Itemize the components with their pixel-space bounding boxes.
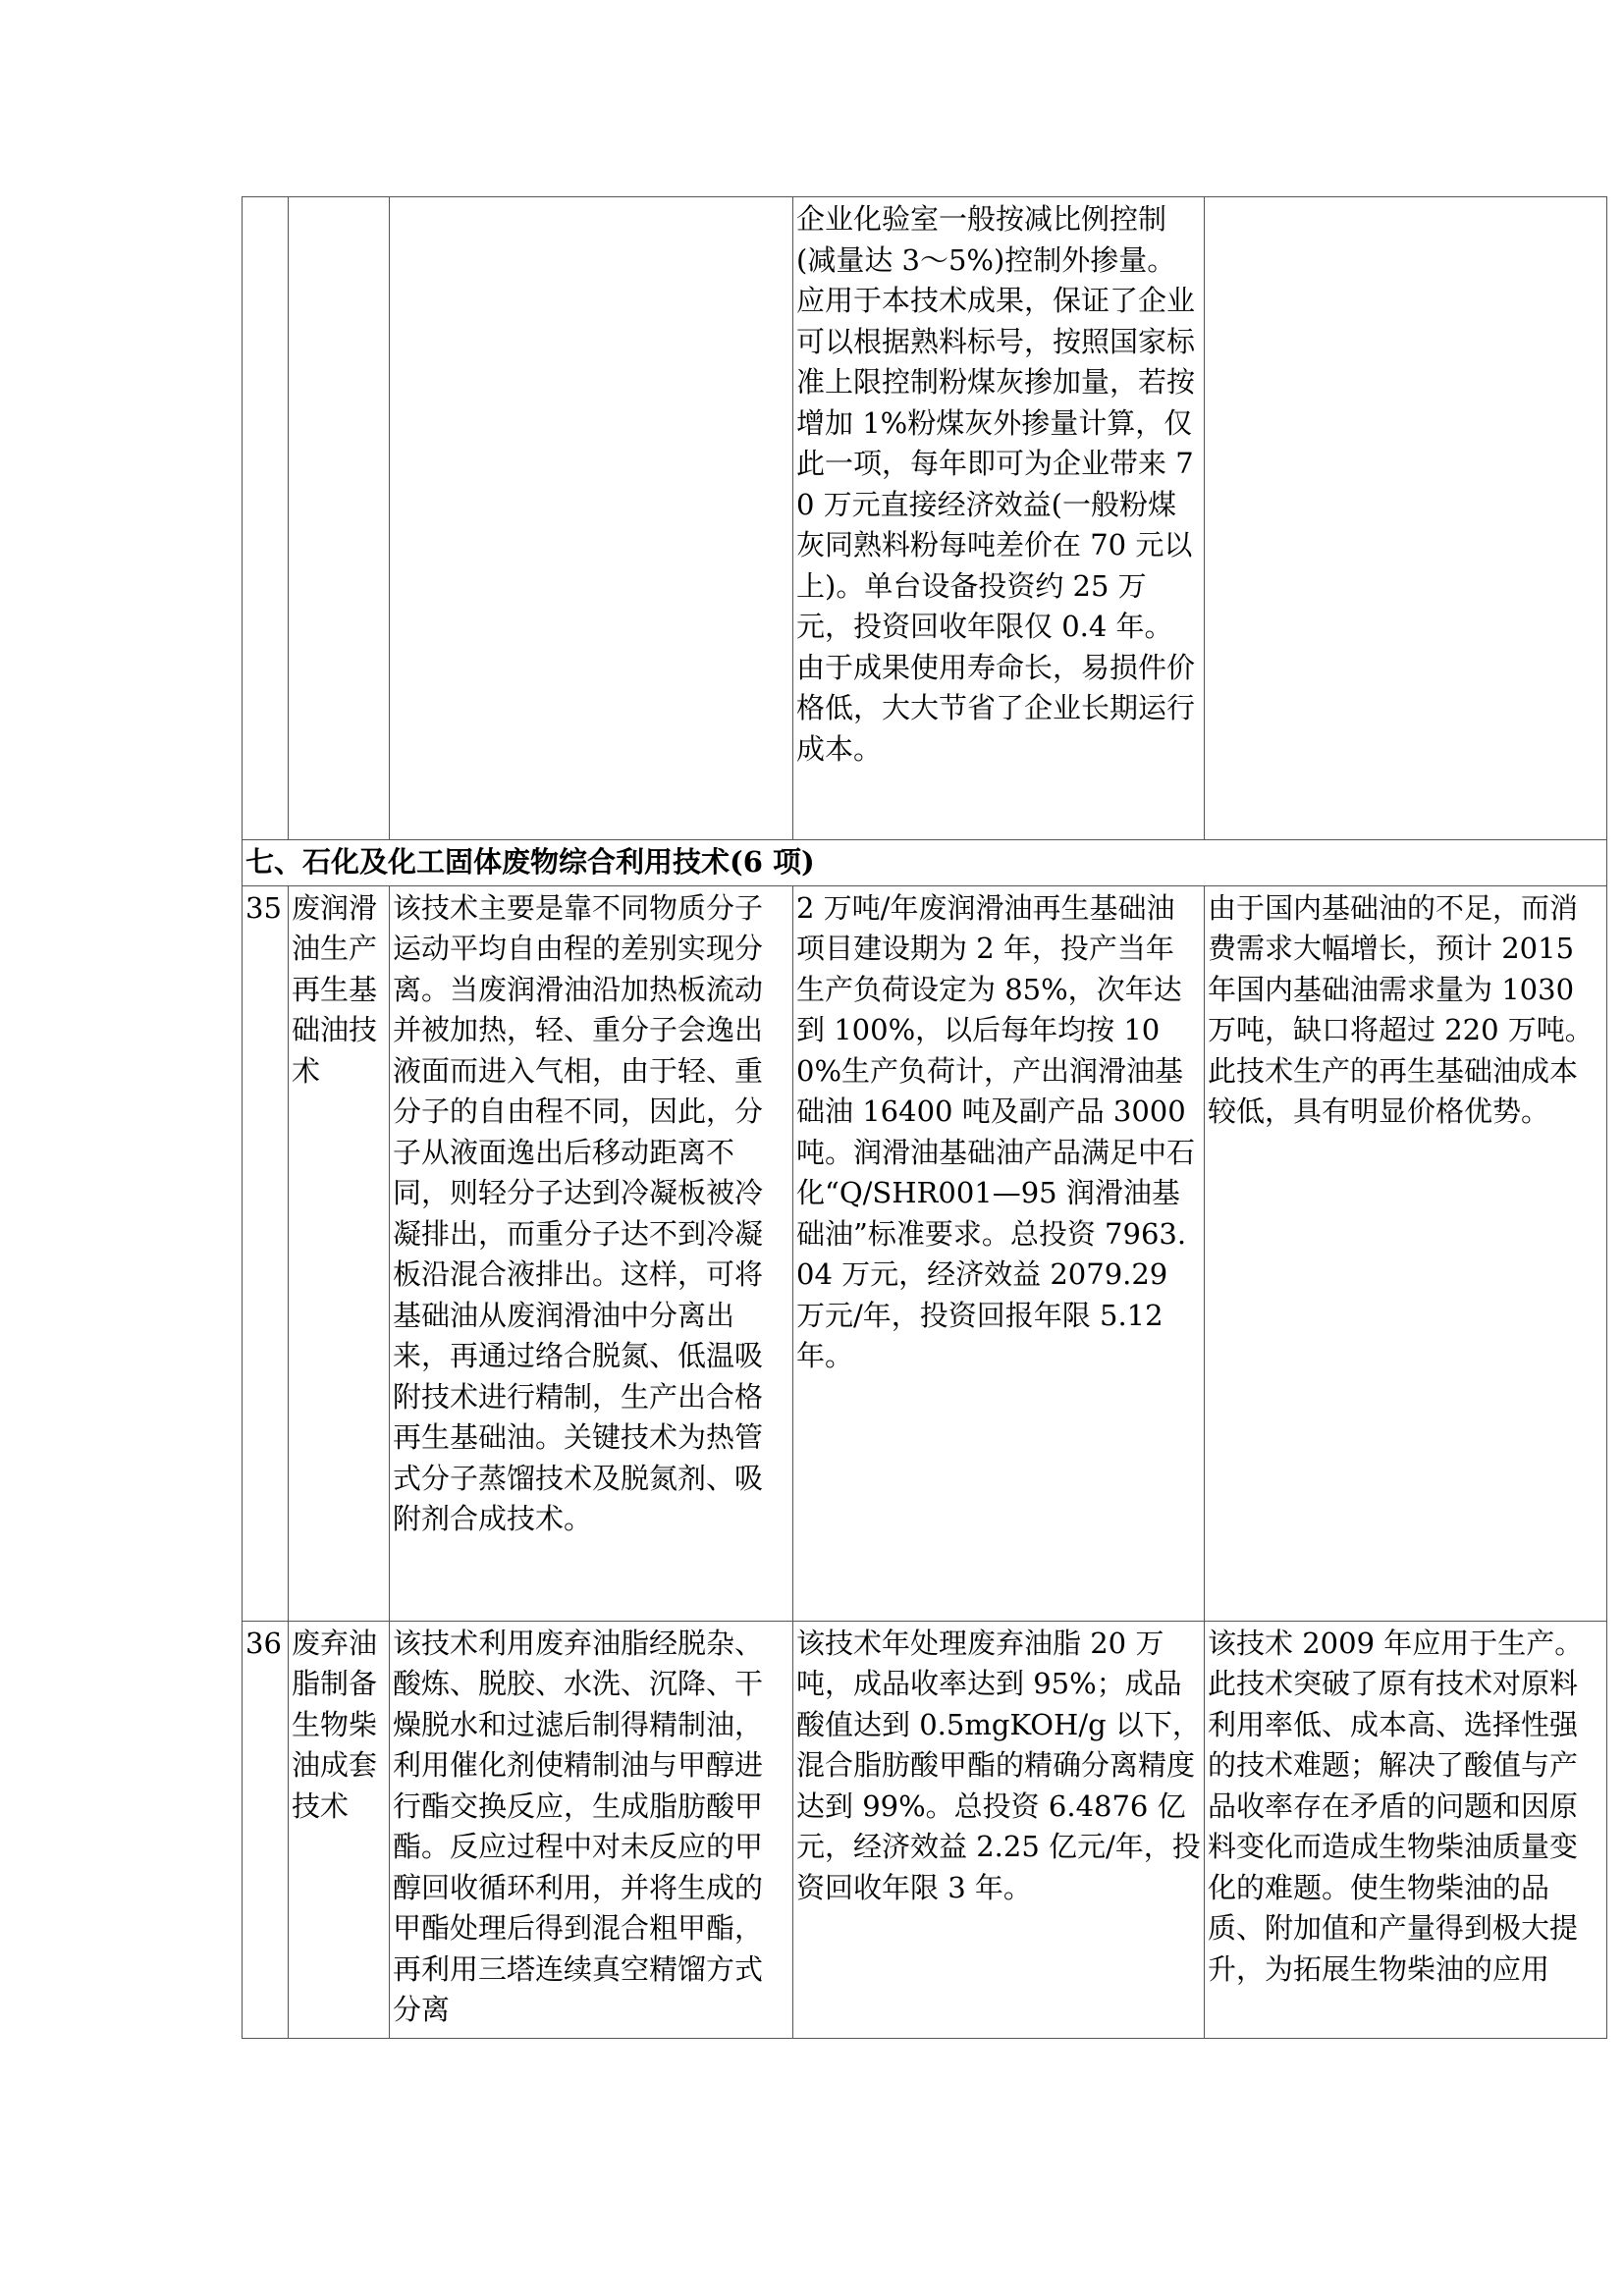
name-cell-empty (289, 197, 390, 840)
section-heading-row (243, 840, 1607, 886)
number-cell-empty (243, 197, 289, 840)
description-cell: 该技术主要是靠不同物质分子运动平均自由程的差别实现分离。当废润滑油沿加热板流动并被加热，轻、重分子会逸出液面而进入气相，由于轻、重分子的自由程不同，因此，分子从液面逸出后移动距离不同，则轻分子达到冷凝板被冷凝排出，而重分子达不到冷凝板沿混合液排出。这样，可将基础油从废润滑油中分离出来，再通过络合脱氮、低温吸附技术进行精制，生产出合格再生基础油。关键技术为热管式分子蒸馏技术及脱氮剂、吸附剂合成技术。 (390, 885, 793, 1621)
number-cell: 36 (243, 1621, 289, 2038)
name-cell: 废润滑油生产再生基础油技术 (289, 885, 390, 1621)
description-cell: 该技术利用废弃油脂经脱杂、酸炼、脱胶、水洗、沉降、干燥脱水和过滤后制得精制油，利用催化剂使精制油与甲醇进行酯交换反应，生成脂肪酸甲酯。反应过程中对未反应的甲醇回收循环利用，并将生成的甲酯处理后得到混合粗甲酯，再利用三塔连续真空精馏方式分离 (390, 1621, 793, 2038)
benefit-cell: 该技术年处理废弃油脂 20 万吨，成品收率达到 95%；成品酸值达到 0.5mgKOH/g 以下，混合脂肪酸甲酯的精确分离精度达到 99%。总投资 6.4876 亿元，经济效益 2.25 亿元/年，投资回收年限 3 年。 (793, 1621, 1205, 2038)
prospect-cell: 该技术 2009 年应用于生产。此技术突破了原有技术对原料利用率低、成本高、选择性强的技术难题；解决了酸值与产品收率存在矛盾的问题和因原料变化而造成生物柴油质量变化的难题。使生物柴油的品质、附加值和产量得到极大提升，为拓展生物柴油的应用 (1205, 1621, 1607, 2038)
number-cell: 35 (243, 885, 289, 1621)
benefit-cell: 2 万吨/年废润滑油再生基础油项目建设期为 2 年，投产当年生产负荷设定为 85%，次年达到 100%，以后每年均按 100%生产负荷计，产出润滑油基础油 16400 吨及副产品 3000 吨。润滑油基础油产品满足中石化“Q/SHR001—95 润滑油基础油”标准要求。总投资 7963.04 万元，经济效益 2079.29 万元/年，投资回报年限 5.12 年。 (793, 885, 1205, 1621)
prospect-cell: 由于国内基础油的不足，而消费需求大幅增长，预计 2015 年国内基础油需求量为 1030 万吨，缺口将超过 220 万吨。此技术生产的再生基础油成本较低，具有明显价格优势。 (1205, 885, 1607, 1621)
prospect-cell-empty (1205, 197, 1607, 840)
technology-table (242, 196, 1607, 2039)
table-row-continued (243, 197, 1607, 840)
benefit-cell: 企业化验室一般按减比例控制(减量达 3～5%)控制外掺量。应用于本技术成果，保证了企业可以根据熟料标号，按照国家标准上限控制粉煤灰掺加量，若按增加 1%粉煤灰外掺量计算，仅此一项，每年即可为企业带来 70 万元直接经济效益(一般粉煤灰同熟料粉每吨差价在 70 元以上)。单台设备投资约 25 万元，投资回收年限仅 0.4 年。由于成果使用寿命长，易损件价格低，大大节省了企业长期运行成本。 (793, 197, 1205, 840)
description-cell-empty (390, 197, 793, 840)
section-heading: 七、石化及化工固体废物综合利用技术(6 项) (243, 840, 1607, 886)
table-row (243, 1621, 1607, 2038)
table-row (243, 885, 1607, 1621)
name-cell: 废弃油脂制备生物柴油成套技术 (289, 1621, 390, 2038)
